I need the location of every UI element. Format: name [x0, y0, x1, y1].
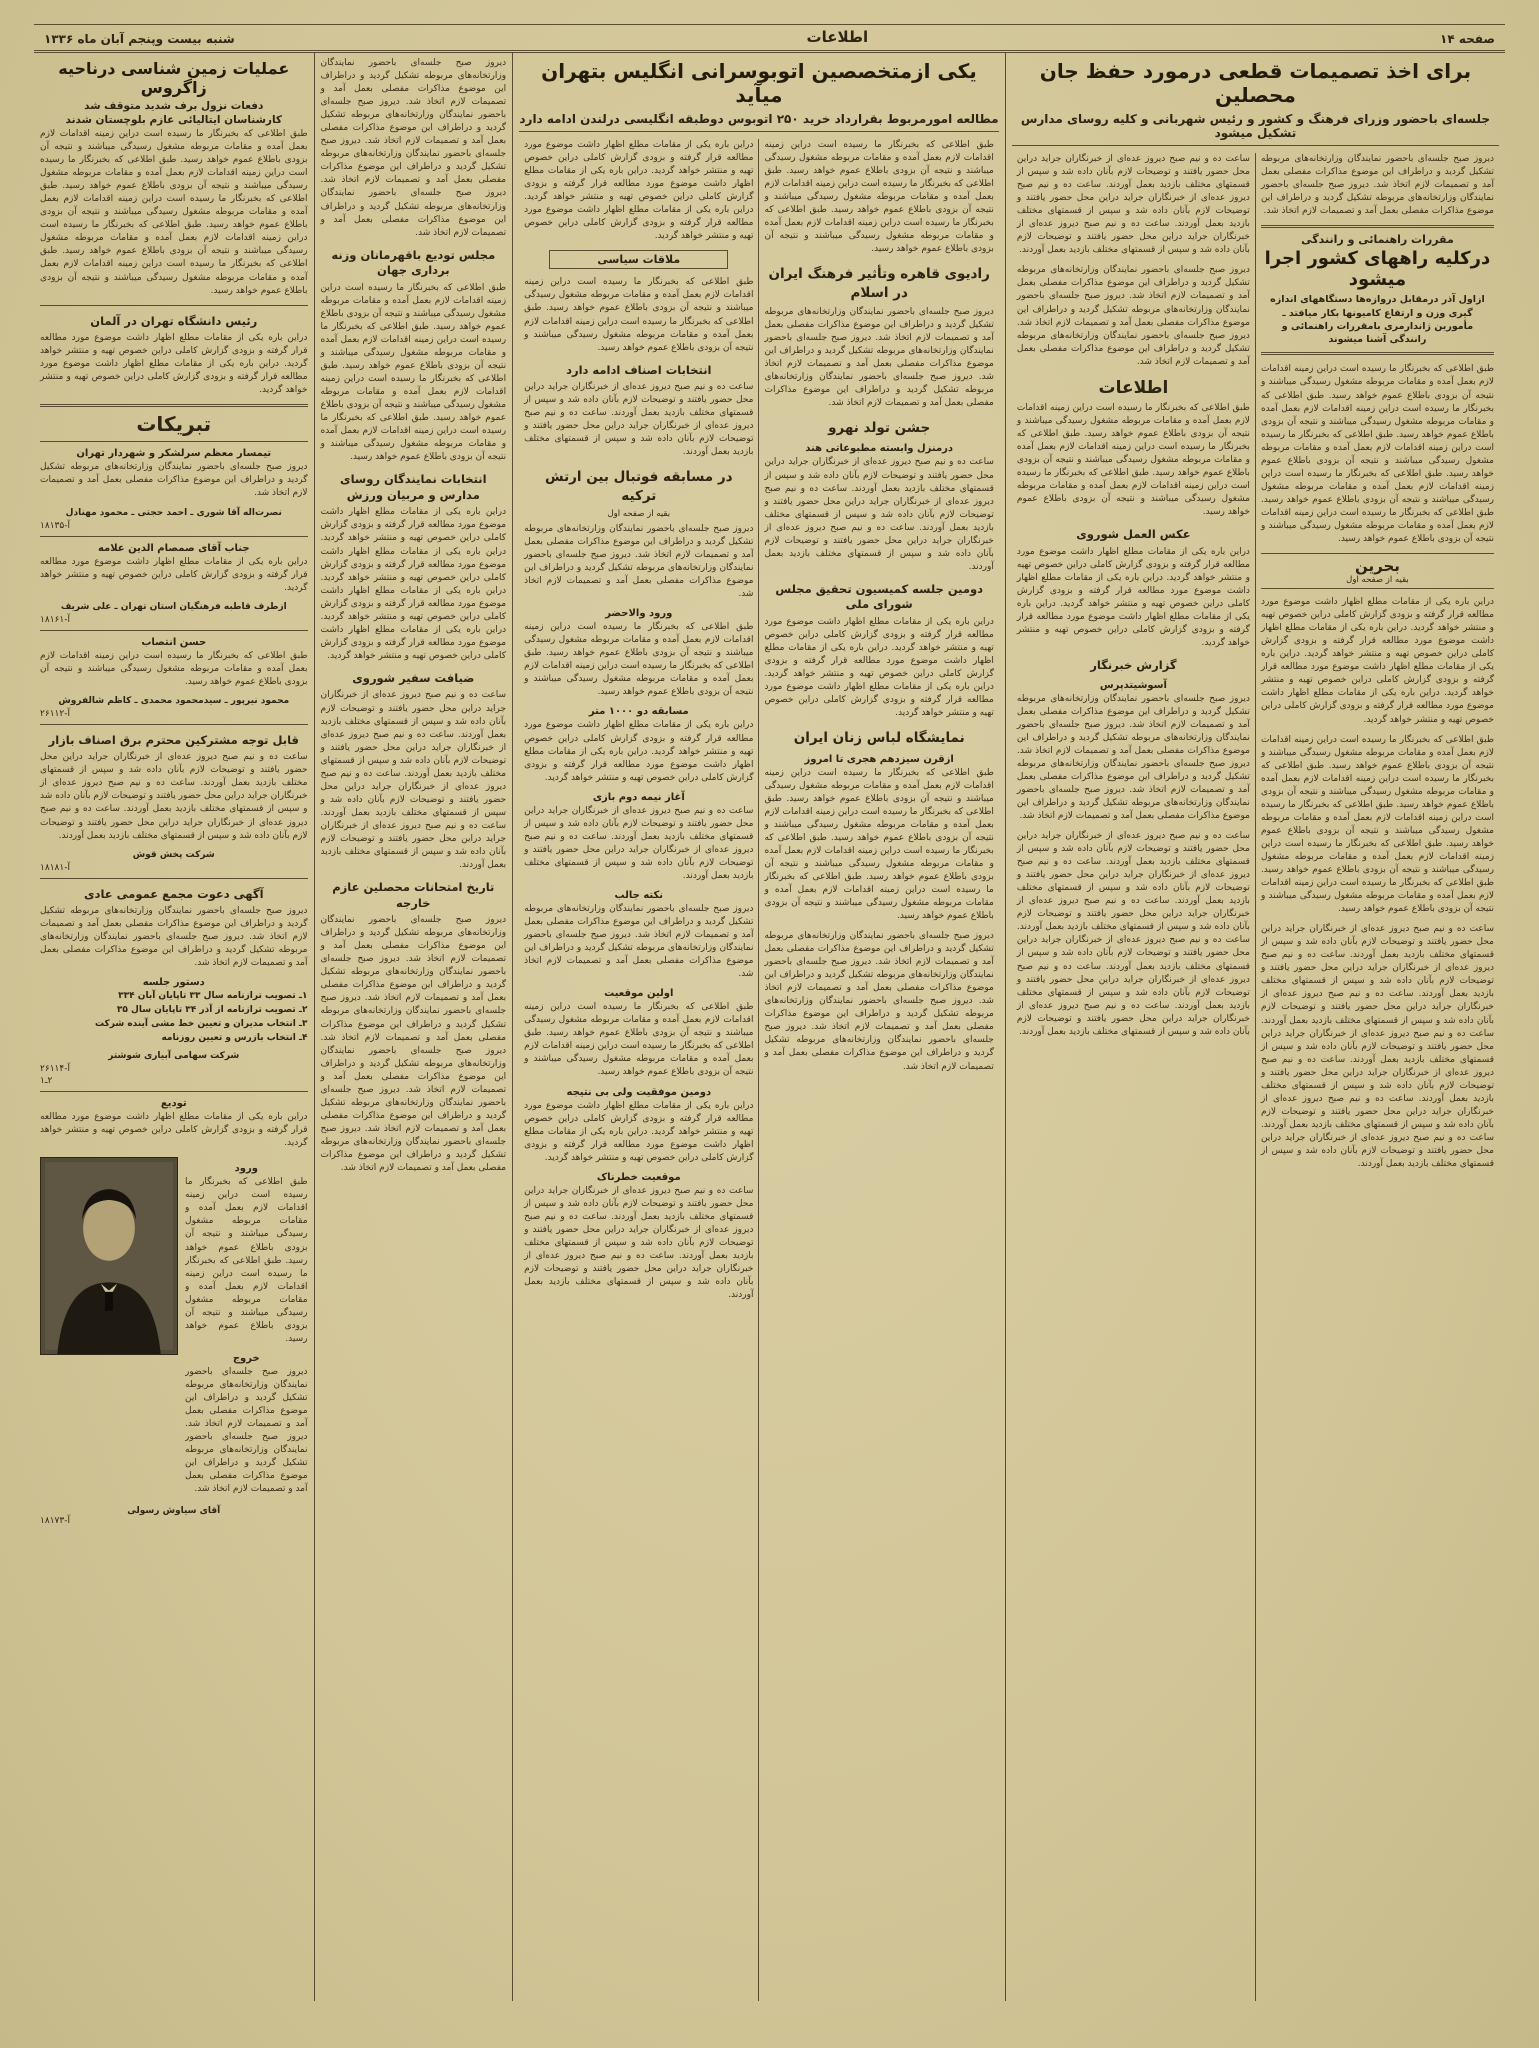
nehru-birthday-head: جشن تولد نهرو: [828, 420, 931, 437]
ettelaat-subhead: اطلاعات: [1098, 377, 1169, 398]
bahrain-section-head: [1261, 553, 1494, 589]
political-meeting-head: ملاقات سیاسی: [549, 250, 728, 269]
section-bus-expert: [512, 53, 1005, 2001]
box-headline: درکلیه راههای کشور اجرا میشود: [1264, 248, 1491, 291]
article-body: دراین باره یکی از مقامات مطلع اظهار داشت موضوع مورد مطالعه قرار گرفته و بزودی گزارش کاملی دراین خصوص تهیه و منتشر خواهد گردید. دراین باره یکی از مقامات مطلع اظهار داشت موضوع مورد مطالعه قرار گرفته و بزودی گزارش کاملی دراین خصوص تهیه و منتشر خواهد گردید. دراین باره یکی از مقامات مطلع اظهار داشت موضوع مورد مطالعه قرار گرفته و بزودی گزارش کاملی دراین خصوص تهیه و منتشر خواهد گردید. دراین باره یکی از مقامات مطلع اظهار داشت موضوع مورد مطالعه قرار گرفته و بزودی گزارش کاملی دراین خصوص تهیه و منتشر خواهد گردید.: [320, 507, 507, 661]
divider: [40, 404, 307, 407]
soviet-banquet-head: ضیافت سفیر شوروی: [352, 670, 475, 685]
ad-number-secondary: ۲ـ۱: [40, 1076, 53, 1087]
photo-and-notices: [40, 1157, 307, 1503]
article-body: دراین باره یکی از مقامات مطلع اظهار داشت موضوع مورد مطالعه قرار گرفته و بزودی گزارش کاملی دراین خصوص تهیه و منتشر خواهد گردید. دراین باره یکی از مقامات مطلع اظهار داشت موضوع مورد مطالعه قرار گرفته و بزودی گزارش کاملی دراین خصوص تهیه و منتشر خواهد گردید.: [524, 720, 754, 783]
classified-body: دراین باره یکی از مقامات مطلع اظهار داشت موضوع مورد مطالعه قرار گرفته و بزودی گزارش کاملی دراین خصوص تهیه و منتشر خواهد گردید.: [40, 1112, 308, 1149]
power-notice-signature: شرکت پخش قوش: [132, 849, 215, 860]
article-body: دراین باره یکی از مقامات مطلع اظهار داشت موضوع مورد مطالعه قرار گرفته و بزودی گزارش کاملی دراین خصوص تهیه و منتشر خواهد گردید. دراین باره یکی از مقامات مطلع اظهار داشت موضوع مورد مطالعه قرار گرفته و بزودی گزارش کاملی دراین خصوص تهیه و منتشر خواهد گردید. دراین باره یکی از مقامات مطلع اظهار داشت موضوع مورد مطالعه قرار گرفته و بزودی گزارش کاملی دراین خصوص تهیه و منتشر خواهد گردید.: [1016, 546, 1250, 649]
article-body: طبق اطلاعی که بخبرنگار ما رسیده است دراین زمینه اقدامات لازم بعمل آمده و مقامات مربوطه مشغول رسیدگی میباشند و نتیجه آن بزودی باطلاع عموم خواهد رسید. طبق اطلاعی که بخبرنگار ما رسیده است دراین زمینه اقدامات لازم بعمل آمده و مقامات مربوطه مشغول رسیدگی میباشند و نتیجه آن بزودی باطلاع عموم خواهد رسید. طبق اطلاعی که بخبرنگار ما رسیده است دراین زمینه اقدامات لازم بعمل آمده و مقامات مربوطه مشغول رسیدگی میباشند و نتیجه آن بزودی باطلاع عموم خواهد رسید. طبق اطلاعی که بخبرنگار ما رسیده است دراین زمینه اقدامات لازم بعمل آمده و مقامات مربوطه مشغول رسیدگی میباشند و نتیجه آن بزودی باطلاع عموم خواهد رسید.: [320, 282, 507, 463]
weightlifting-farewell-head: مجلس تودیع باقهرمانان وزنه برداری جهان: [331, 247, 496, 278]
section-student-safety: [1005, 53, 1505, 2001]
classified-3-signature: محمود نیرپور ـ سیدمحمود محمدی ـ کاظم شالفروش: [58, 695, 290, 706]
article-body: دراین باره یکی از مقامات مطلع اظهار داشت موضوع مورد مطالعه قرار گرفته و بزودی گزارش کاملی دراین خصوص تهیه و منتشر خواهد گردید. دراین باره یکی از مقامات مطلع اظهار داشت موضوع مورد مطالعه قرار گرفته و بزودی گزارش کاملی دراین خصوص تهیه و منتشر خواهد گردید. دراین باره یکی از مقامات مطلع اظهار داشت موضوع مورد مطالعه قرار گرفته و بزودی گزارش کاملی دراین خصوص تهیه و منتشر خواهد گردید.: [764, 616, 994, 719]
page-body: [34, 53, 1505, 2001]
subdeck-bus-expert: مطالعه امورمربوط بقرارداد خرید ۲۵۰ اتوبوس دوطبقه انگلیسی درلندن ادامه دارد: [519, 112, 999, 132]
article-body: طبق اطلاعی که بخبرنگار ما رسیده است دراین زمینه اقدامات لازم بعمل آمده و مقامات مربوطه مشغول رسیدگی میباشند و نتیجه آن بزودی باطلاع عموم خواهد رسید. طبق اطلاعی که بخبرنگار ما رسیده است دراین زمینه اقدامات لازم بعمل آمده و مقامات مربوطه مشغول رسیدگی میباشند و نتیجه آن بزودی باطلاع عموم خواهد رسید. طبق اطلاعی که بخبرنگار ما رسیده است دراین زمینه اقدامات لازم بعمل آمده و مقامات مربوطه مشغول رسیدگی میباشند و نتیجه آن بزودی باطلاع عموم خواهد رسید.: [764, 140, 994, 255]
rector-germany-head: رئیس دانشگاه تهران در آلمان: [90, 313, 258, 328]
ad-number: آ-۲۶۱۱۲: [40, 708, 70, 719]
article-body: طبق اطلاعی که بخبرنگار ما رسیده است دراین زمینه اقدامات لازم بعمل آمده و مقامات مربوطه مشغول رسیدگی میباشند و نتیجه آن بزودی باطلاع عموم خواهد رسید. طبق اطلاعی که بخبرنگار ما رسیده است دراین زمینه اقدامات لازم بعمل آمده و مقامات مربوطه مشغول رسیدگی میباشند و نتیجه آن بزودی باطلاع عموم خواهد رسید.: [524, 622, 754, 698]
classified-body: دراین باره یکی از مقامات مطلع اظهار داشت موضوع مورد مطالعه قرار گرفته و بزودی گزارش کاملی دراین خصوص تهیه و منتشر خواهد گردید.: [40, 556, 308, 593]
article-body: دیروز صبح جلسه‌ای باحضور نمایندگان وزارتخانه‌های مربوطه تشکیل گردید و دراطراف این موضوع مذاکرات مفصلی بعمل آمد و تصمیمات لازم اتخاذ شد. دیروز صبح جلسه‌ای باحضور نمایندگان وزارتخانه‌های مربوطه تشکیل گردید و دراطراف این موضوع مذاکرات مفصلی بعمل آمد و تصمیمات لازم اتخاذ شد. دیروز صبح جلسه‌ای باحضور نمایندگان وزارتخانه‌های مربوطه تشکیل گردید و دراطراف این موضوع مذاکرات مفصلی بعمل آمد و تصمیمات لازم اتخاذ شد. دیروز صبح جلسه‌ای باحضور نمایندگان وزارتخانه‌های مربوطه تشکیل گردید و دراطراف این موضوع مذاکرات مفصلی بعمل آمد و تصمیمات لازم اتخاذ شد.: [764, 931, 994, 1072]
divider: [40, 724, 307, 725]
article-body: ساعت ده و نیم صبح دیروز عده‌ای از خبرنگاران جراید دراین محل حضور یافتند و توضیحات لازم بآنان داده شد و سپس از قسمتهای مختلف بازدید بعمل آوردند. ساعت ده و نیم صبح دیروز عده‌ای از خبرنگاران جراید دراین محل حضور یافتند و توضیحات لازم بآنان داده شد و سپس از قسمتهای مختلف بازدید بعمل آوردند.: [524, 805, 754, 881]
classified-body: دیروز صبح جلسه‌ای باحضور نمایندگان وزارتخانه‌های مربوطه تشکیل گردید و دراطراف این موضوع مذاکرات مفصلی بعمل آمد و تصمیمات لازم اتخاذ شد. دیروز صبح جلسه‌ای باحضور نمایندگان وزارتخانه‌های مربوطه تشکیل گردید و دراطراف این موضوع مذاکرات مفصلی بعمل آمد و تصمیمات لازم اتخاذ شد.: [185, 1366, 308, 1495]
fashion-exhibit-subhead: ازقرن سیزدهم هجری تا امروز: [804, 753, 954, 765]
page-header: [34, 24, 1505, 53]
school-elections-head: انتخابات نمایندگان روسای مدارس و مربیان ورزش: [340, 472, 487, 502]
farewell-head: تودیع: [160, 1098, 187, 1110]
article-body: دیروز صبح جلسه‌ای باحضور نمایندگان وزارتخانه‌های مربوطه تشکیل گردید و دراطراف این موضوع مذاکرات مفصلی بعمل آمد و تصمیمات لازم اتخاذ شد. دیروز صبح جلسه‌ای باحضور نمایندگان وزارتخانه‌های مربوطه تشکیل گردید و دراطراف این موضوع مذاکرات مفصلی بعمل آمد و تصمیمات لازم اتخاذ شد. دیروز صبح جلسه‌ای باحضور نمایندگان وزارتخانه‌های مربوطه تشکیل گردید و دراطراف این موضوع مذاکرات مفصلی بعمل آمد و تصمیمات لازم اتخاذ شد. دیروز صبح جلسه‌ای باحضور نمایندگان وزارتخانه‌های مربوطه تشکیل گردید و دراطراف این موضوع مذاکرات مفصلی بعمل آمد و تصمیمات لازم اتخاذ شد. دیروز صبح جلسه‌ای باحضور نمایندگان وزارتخانه‌های مربوطه تشکیل گردید و دراطراف این موضوع مذاکرات مفصلی بعمل آمد و تصمیمات لازم اتخاذ شد. دیروز صبح جلسه‌ای باحضور نمایندگان وزارتخانه‌های مربوطه تشکیل گردید و دراطراف این موضوع مذاکرات مفصلی بعمل آمد و تصمیمات لازم اتخاذ شد.: [320, 915, 507, 1174]
article-body: دراین باره یکی از مقامات مطلع اظهار داشت موضوع مورد مطالعه قرار گرفته و بزودی گزارش کاملی دراین خصوص تهیه و منتشر خواهد گردید. دراین باره یکی از مقامات مطلع اظهار داشت موضوع مورد مطالعه قرار گرفته و بزودی گزارش کاملی دراین خصوص تهیه و منتشر خواهد گردید. دراین باره یکی از مقامات مطلع اظهار داشت موضوع مورد مطالعه قرار گرفته و بزودی گزارش کاملی دراین خصوص تهیه و منتشر خواهد گردید. دراین باره یکی از مقامات مطلع اظهار داشت موضوع مورد مطالعه قرار گرفته و بزودی گزارش کاملی دراین خصوص تهیه و منتشر خواهد گردید.: [1260, 597, 1494, 725]
assembly-notice-head: آگهی دعوت مجمع عمومی عادی: [84, 886, 264, 901]
article-body: طبق اطلاعی که بخبرنگار ما رسیده است دراین زمینه اقدامات لازم بعمل آمده و مقامات مربوطه مشغول رسیدگی میباشند و نتیجه آن بزودی باطلاع عموم خواهد رسید. طبق اطلاعی که بخبرنگار ما رسیده است دراین زمینه اقدامات لازم بعمل آمده و مقامات مربوطه مشغول رسیدگی میباشند و نتیجه آن بزودی باطلاع عموم خواهد رسید. طبق اطلاعی که بخبرنگار ما رسیده است دراین زمینه اقدامات لازم بعمل آمده و مقامات مربوطه مشغول رسیدگی میباشند و نتیجه آن بزودی باطلاع عموم خواهد رسید.: [1016, 402, 1250, 518]
geology-subdeck-2: کارشناسان ایتالیائی عازم بلوچستان شدند: [65, 114, 283, 126]
guild-elections-head: انتخابات اصناف ادامه دارد: [566, 362, 712, 377]
right-inner-columns: [1012, 153, 1499, 2001]
masthead-title: اطلاعات: [806, 28, 869, 46]
divider: [40, 878, 307, 879]
ad-number: آ-۱۸۱۷۳: [40, 1516, 70, 1527]
article-body: ساعت ده و نیم صبح دیروز عده‌ای از خبرنگاران جراید دراین محل حضور یافتند و توضیحات لازم بآنان داده شد و سپس از قسمتهای مختلف بازدید بعمل آوردند. ساعت ده و نیم صبح دیروز عده‌ای از خبرنگاران جراید دراین محل حضور یافتند و توضیحات لازم بآنان داده شد و سپس از قسمتهای مختلف بازدید بعمل آوردند.: [524, 382, 754, 458]
agenda-item: ۳ـ انتخاب مدیران و تعیین خط مشی آینده شرکت: [94, 1019, 308, 1030]
agenda-item: ۱ـ تصویب ترازنامه سال ۳۳ تاپایان آبان ۳۳۴: [118, 991, 308, 1002]
power-notice-head: قابل توجه مشترکین محترم برق اصناف بازار: [48, 732, 299, 747]
article-body: ساعت ده و نیم صبح دیروز عده‌ای از خبرنگاران جراید دراین محل حضور یافتند و توضیحات لازم بآنان داده شد و سپس از قسمتهای مختلف بازدید بعمل آوردند. ساعت ده و نیم صبح دیروز عده‌ای از خبرنگاران جراید دراین محل حضور یافتند و توضیحات لازم بآنان داده شد و سپس از قسمتهای مختلف بازدید بعمل آوردند. ساعت ده و نیم صبح دیروز عده‌ای از خبرنگاران جراید دراین محل حضور یافتند و توضیحات لازم بآنان داده شد و سپس از قسمتهای مختلف بازدید بعمل آوردند.: [1016, 154, 1250, 256]
bahrain-title: بحرین: [1355, 557, 1400, 576]
article-body: دراین باره یکی از مقامات مطلع اظهار داشت موضوع مورد مطالعه قرار گرفته و بزودی گزارش کاملی دراین خصوص تهیه و منتشر خواهد گردید. دراین باره یکی از مقامات مطلع اظهار داشت موضوع مورد مطالعه قرار گرفته و بزودی گزارش کاملی دراین خصوص تهیه و منتشر خواهد گردید.: [40, 333, 308, 396]
divider: [40, 441, 307, 442]
classified-1-head: تیمسار معظم سرلشکر و شهردار تهران: [76, 448, 272, 460]
classified-3-head: حسن انتصاب: [141, 636, 207, 648]
portrait-photo-graphic: [41, 1158, 177, 1354]
box-kicker: مقررات راهنمائی و رانندگی: [1301, 233, 1454, 247]
headline-bus-expert: یکی ازمتخصصین اتوبوسرانی انگلیس بتهران میآید: [541, 59, 977, 107]
geology-subdeck-1: دفعات نزول برف شدید متوقف شد: [84, 100, 264, 112]
article-body: دیروز صبح جلسه‌ای باحضور نمایندگان وزارتخانه‌های مربوطه تشکیل گردید و دراطراف این موضوع مذاکرات مفصلی بعمل آمد و تصمیمات لازم اتخاذ شد. دیروز صبح جلسه‌ای باحضور نمایندگان وزارتخانه‌های مربوطه تشکیل گردید و دراطراف این موضوع مذاکرات مفصلی بعمل آمد و تصمیمات لازم اتخاذ شد. دیروز صبح جلسه‌ای باحضور نمایندگان وزارتخانه‌های مربوطه تشکیل گردید و دراطراف این موضوع مذاکرات مفصلی بعمل آمد و تصمیمات لازم اتخاذ شد. دیروز صبح جلسه‌ای باحضور نمایندگان وزارتخانه‌های مربوطه تشکیل گردید و دراطراف این موضوع مذاکرات مفصلی بعمل آمد و تصمیمات لازم اتخاذ شد.: [1016, 693, 1250, 821]
geology-headline: عملیات زمین شناسی درناحیه زاگروس: [58, 59, 290, 97]
congratulations-head: تبریکات: [136, 412, 212, 437]
issue-date: شنبه بیست وپنجم آبان ماه ۱۳۳۶: [44, 32, 235, 46]
football-match-head: در مسابقه فوتبال بین ارتش ترکیه: [544, 469, 733, 504]
classified-body: طبق اطلاعی که بخبرنگار ما رسیده است دراین زمینه اقدامات لازم بعمل آمده و مقامات مربوطه مشغول رسیدگی میباشند و نتیجه آن بزودی باطلاع عموم خواهد رسید.: [40, 650, 308, 687]
center-inner-columns: [519, 139, 999, 2001]
continued-from-page-one: بقیه از صفحه اول: [1346, 575, 1409, 586]
divider: [40, 630, 307, 631]
football-subhead-firstchance: اولین موقعیت: [604, 988, 674, 1000]
divider: [40, 536, 307, 537]
column-left: [34, 53, 313, 2001]
article-body: طبق اطلاعی که بخبرنگار ما رسیده است دراین زمینه اقدامات لازم بعمل آمده و مقامات مربوطه مشغول رسیدگی میباشند و نتیجه آن بزودی باطلاع عموم خواهد رسید. طبق اطلاعی که بخبرنگار ما رسیده است دراین زمینه اقدامات لازم بعمل آمده و مقامات مربوطه مشغول رسیدگی میباشند و نتیجه آن بزودی باطلاع عموم خواهد رسید. طبق اطلاعی که بخبرنگار ما رسیده است دراین زمینه اقدامات لازم بعمل آمده و مقامات مربوطه مشغول رسیدگی میباشند و نتیجه آن بزودی باطلاع عموم خواهد رسید. طبق اطلاعی که بخبرنگار ما رسیده است دراین زمینه اقدامات لازم بعمل آمده و مقامات مربوطه مشغول رسیدگی میباشند و نتیجه آن بزودی باطلاع عموم خواهد رسید.: [764, 767, 994, 922]
article-body: طبق اطلاعی که بخبرنگار ما رسیده است دراین زمینه اقدامات لازم بعمل آمده و مقامات مربوطه مشغول رسیدگی میباشند و نتیجه آن بزودی باطلاع عموم خواهد رسید. طبق اطلاعی که بخبرنگار ما رسیده است دراین زمینه اقدامات لازم بعمل آمده و مقامات مربوطه مشغول رسیدگی میباشند و نتیجه آن بزودی باطلاع عموم خواهد رسید. طبق اطلاعی که بخبرنگار ما رسیده است دراین زمینه اقدامات لازم بعمل آمده و مقامات مربوطه مشغول رسیدگی میباشند و نتیجه آن بزودی باطلاع عموم خواهد رسید. طبق اطلاعی که بخبرنگار ما رسیده است دراین زمینه اقدامات لازم بعمل آمده و مقامات مربوطه مشغول رسیدگی میباشند و نتیجه آن بزودی باطلاع عموم خواهد رسید. طبق اطلاعی که بخبرنگار ما رسیده است دراین زمینه اقدامات لازم بعمل آمده و مقامات مربوطه مشغول رسیدگی میباشند و نتیجه آن بزودی باطلاع عموم خواهد رسید.: [1260, 734, 1494, 915]
page-number: صفحه ۱۴: [1440, 32, 1495, 46]
arrival-departure-column: [185, 1157, 307, 1503]
article-body: دیروز صبح جلسه‌ای باحضور نمایندگان وزارتخانه‌های مربوطه تشکیل گردید و دراطراف این موضوع مذاکرات مفصلی بعمل آمد و تصمیمات لازم اتخاذ شد. دیروز صبح جلسه‌ای باحضور نمایندگان وزارتخانه‌های مربوطه تشکیل گردید و دراطراف این موضوع مذاکرات مفصلی بعمل آمد و تصمیمات لازم اتخاذ شد.: [1260, 154, 1494, 217]
photo-caption: آقای سیاوش رسولی: [127, 1506, 221, 1517]
column-right-2: [1012, 153, 1255, 2001]
traffic-regulations-box: [1261, 225, 1494, 355]
article-body: طبق اطلاعی که بخبرنگار ما رسیده است دراین زمینه اقدامات لازم بعمل آمده و مقامات مربوطه مشغول رسیدگی میباشند و نتیجه آن بزودی باطلاع عموم خواهد رسید. طبق اطلاعی که بخبرنگار ما رسیده است دراین زمینه اقدامات لازم بعمل آمده و مقامات مربوطه مشغول رسیدگی میباشند و نتیجه آن بزودی باطلاع عموم خواهد رسید.: [524, 277, 754, 353]
article-body: ساعت ده و نیم صبح دیروز عده‌ای از خبرنگاران جراید دراین محل حضور یافتند و توضیحات لازم بآنان داده شد و سپس از قسمتهای مختلف بازدید بعمل آوردند. ساعت ده و نیم صبح دیروز عده‌ای از خبرنگاران جراید دراین محل حضور یافتند و توضیحات لازم بآنان داده شد و سپس از قسمتهای مختلف بازدید بعمل آوردند. ساعت ده و نیم صبح دیروز عده‌ای از خبرنگاران جراید دراین محل حضور یافتند و توضیحات لازم بآنان داده شد و سپس از قسمتهای مختلف بازدید بعمل آوردند. ساعت ده و نیم صبح دیروز عده‌ای از خبرنگاران جراید دراین محل حضور یافتند و توضیحات لازم بآنان داده شد و سپس از قسمتهای مختلف بازدید بعمل آوردند. ساعت ده و نیم صبح دیروز عده‌ای از خبرنگاران جراید دراین محل حضور یافتند و توضیحات لازم بآنان داده شد و سپس از قسمتهای مختلف بازدید بعمل آوردند. ساعت ده و نیم صبح دیروز عده‌ای از خبرنگاران جراید دراین محل حضور یافتند و توضیحات لازم بآنان داده شد و سپس از قسمتهای مختلف بازدید بعمل آوردند. ساعت ده و نیم صبح دیروز عده‌ای از خبرنگاران جراید دراین محل حضور یافتند و توضیحات لازم بآنان داده شد و سپس از قسمتهای مختلف بازدید بعمل آوردند.: [1260, 924, 1494, 1170]
continued-from-page-one: بقیه از صفحه اول: [607, 508, 671, 519]
column-center-2: [519, 139, 758, 2001]
article-body: دراین باره یکی از مقامات مطلع اظهار داشت موضوع مورد مطالعه قرار گرفته و بزودی گزارش کاملی دراین خصوص تهیه و منتشر خواهد گردید. دراین باره یکی از مقامات مطلع اظهار داشت موضوع مورد مطالعه قرار گرفته و بزودی گزارش کاملی دراین خصوص تهیه و منتشر خواهد گردید. دراین باره یکی از مقامات مطلع اظهار داشت موضوع مورد مطالعه قرار گرفته و بزودی گزارش کاملی دراین خصوص تهیه و منتشر خواهد گردید.: [524, 140, 754, 242]
ad-number: آ-۲۶۱۱۴: [40, 1064, 70, 1075]
fashion-exhibit-head: نمایشگاه لباس زنان ایران: [793, 730, 965, 747]
football-subhead-race: مسابقه دو ۱۰۰۰ متر: [588, 706, 689, 718]
agenda-item: ۴ـ انتخاب بازرس و تعیین روزنامه: [161, 1033, 308, 1044]
article-body: ساعت ده و نیم صبح دیروز عده‌ای از خبرنگاران جراید دراین محل حضور یافتند و توضیحات لازم بآنان داده شد و سپس از قسمتهای مختلف بازدید بعمل آوردند. ساعت ده و نیم صبح دیروز عده‌ای از خبرنگاران جراید دراین محل حضور یافتند و توضیحات لازم بآنان داده شد و سپس از قسمتهای مختلف بازدید بعمل آوردند. ساعت ده و نیم صبح دیروز عده‌ای از خبرنگاران جراید دراین محل حضور یافتند و توضیحات لازم بآنان داده شد و سپس از قسمتهای مختلف بازدید بعمل آوردند. ساعت ده و نیم صبح دیروز عده‌ای از خبرنگاران جراید دراین محل حضور یافتند و توضیحات لازم بآنان داده شد و سپس از قسمتهای مختلف بازدید بعمل آوردند.: [320, 690, 507, 871]
company-signature: شرکت سهامی آبیاری شوشتر: [108, 1051, 240, 1062]
cairo-radio-head: رادیوی قاهره وتأثیر فرهنگ ایران در اسلام: [768, 266, 990, 301]
article-body: دیروز صبح جلسه‌ای باحضور نمایندگان وزارتخانه‌های مربوطه تشکیل گردید و دراطراف این موضوع مذاکرات مفصلی بعمل آمد و تصمیمات لازم اتخاذ شد. دیروز صبح جلسه‌ای باحضور نمایندگان وزارتخانه‌های مربوطه تشکیل گردید و دراطراف این موضوع مذاکرات مفصلی بعمل آمد و تصمیمات لازم اتخاذ شد.: [524, 903, 754, 980]
column-center-1: [758, 139, 998, 2001]
classified-1-signature: نصرت‌اله آقا شوری ـ احمد حجتی ـ محمود مهنادل: [65, 507, 282, 518]
headline-student-safety: برای اخذ تصمیمات قطعی درمورد حفظ جان محصلین: [1039, 59, 1472, 107]
classified-2-signature: ازطرف قاطبه فرهنگیان استان تهران ـ علی شریف: [60, 601, 287, 612]
subdeck-student-safety: جلسه‌ای باحضور وزرای فرهنگ و کشور و رئیس شهربانی و کلیه روسای مدارس تشکیل میشود: [1012, 112, 1499, 146]
agenda-item: ۲ـ تصویب ترازنامه از آذر ۳۴ تاپایان سال ۳۵: [116, 1005, 308, 1016]
article-body: طبق اطلاعی که بخبرنگار ما رسیده است دراین زمینه اقدامات لازم بعمل آمده و مقامات مربوطه مشغول رسیدگی میباشند و نتیجه آن بزودی باطلاع عموم خواهد رسید. طبق اطلاعی که بخبرنگار ما رسیده است دراین زمینه اقدامات لازم بعمل آمده و مقامات مربوطه مشغول رسیدگی میباشند و نتیجه آن بزودی باطلاع عموم خواهد رسید.: [524, 1002, 754, 1078]
football-subhead-danger: موقعیت خطرناک: [596, 1171, 681, 1183]
abroad-exams-head: تاریخ امتحانات محصلین عازم خارجه: [332, 880, 495, 910]
reporter-subhead: آسوشیتدپرس: [1099, 679, 1167, 691]
nehru-birthday-subhead: درمنزل وابسته مطبوعاتی هند: [805, 443, 954, 455]
article-body: دیروز صبح جلسه‌ای باحضور نمایندگان وزارتخانه‌های مربوطه تشکیل گردید و دراطراف این موضوع مذاکرات مفصلی بعمل آمد و تصمیمات لازم اتخاذ شد. دیروز صبح جلسه‌ای باحضور نمایندگان وزارتخانه‌های مربوطه تشکیل گردید و دراطراف این موضوع مذاکرات مفصلی بعمل آمد و تصمیمات لازم اتخاذ شد. دیروز صبح جلسه‌ای باحضور نمایندگان وزارتخانه‌های مربوطه تشکیل گردید و دراطراف این موضوع مذاکرات مفصلی بعمل آمد و تصمیمات لازم اتخاذ شد.: [1016, 265, 1250, 367]
article-body: طبق اطلاعی که بخبرنگار ما رسیده است دراین زمینه اقدامات لازم بعمل آمده و مقامات مربوطه مشغول رسیدگی میباشند و نتیجه آن بزودی باطلاع عموم خواهد رسید. طبق اطلاعی که بخبرنگار ما رسیده است دراین زمینه اقدامات لازم بعمل آمده و مقامات مربوطه مشغول رسیدگی میباشند و نتیجه آن بزودی باطلاع عموم خواهد رسید. طبق اطلاعی که بخبرنگار ما رسیده است دراین زمینه اقدامات لازم بعمل آمده و مقامات مربوطه مشغول رسیدگی میباشند و نتیجه آن بزودی باطلاع عموم خواهد رسید. طبق اطلاعی که بخبرنگار ما رسیده است دراین زمینه اقدامات لازم بعمل آمده و مقامات مربوطه مشغول رسیدگی میباشند و نتیجه آن بزودی باطلاع عموم خواهد رسید. طبق اطلاعی که بخبرنگار ما رسیده است دراین زمینه اقدامات لازم بعمل آمده و مقامات مربوطه مشغول رسیدگی میباشند و نتیجه آن بزودی باطلاع عموم خواهد رسید.: [40, 129, 308, 296]
ad-number: آ-۱۸۱۸۱: [40, 862, 70, 873]
classified-body: طبق اطلاعی که بخبرنگار ما رسیده است دراین زمینه اقدامات لازم بعمل آمده و مقامات مربوطه مشغول رسیدگی میباشند و نتیجه آن بزودی باطلاع عموم خواهد رسید. طبق اطلاعی که بخبرنگار ما رسیده است دراین زمینه اقدامات لازم بعمل آمده و مقامات مربوطه مشغول رسیدگی میباشند و نتیجه آن بزودی باطلاع عموم خواهد رسید.: [185, 1177, 308, 1344]
article-body: دیروز صبح جلسه‌ای باحضور نمایندگان وزارتخانه‌های مربوطه تشکیل گردید و دراطراف این موضوع مذاکرات مفصلی بعمل آمد و تصمیمات لازم اتخاذ شد. دیروز صبح جلسه‌ای باحضور نمایندگان وزارتخانه‌های مربوطه تشکیل گردید و دراطراف این موضوع مذاکرات مفصلی بعمل آمد و تصمیمات لازم اتخاذ شد.: [524, 523, 754, 600]
football-subhead-note: نکته جالب: [614, 889, 664, 901]
agenda-head: دستور جلسه: [142, 977, 205, 989]
ad-number: آ-۱۸۱۳۵: [40, 520, 70, 531]
article-body: دیروز صبح جلسه‌ای باحضور نمایندگان وزارتخانه‌های مربوطه تشکیل گردید و دراطراف این موضوع مذاکرات مفصلی بعمل آمد و تصمیمات لازم اتخاذ شد. دیروز صبح جلسه‌ای باحضور نمایندگان وزارتخانه‌های مربوطه تشکیل گردید و دراطراف این موضوع مذاکرات مفصلی بعمل آمد و تصمیمات لازم اتخاذ شد. دیروز صبح جلسه‌ای باحضور نمایندگان وزارتخانه‌های مربوطه تشکیل گردید و دراطراف این موضوع مذاکرات مفصلی بعمل آمد و تصمیمات لازم اتخاذ شد. دیروز صبح جلسه‌ای باحضور نمایندگان وزارتخانه‌های مربوطه تشکیل گردید و دراطراف این موضوع مذاکرات مفصلی بعمل آمد و تصمیمات لازم اتخاذ شد.: [320, 58, 507, 238]
football-subhead-arrival: ورود والاحضر: [605, 608, 673, 620]
box-subdeck: ازاول آذر درمقابل دروازه‌ها دستگاههای اندازه گیری وزن و ارتفاع کامیونها بکار میافتد ـ مأمورین ژاندارمری بامقررات راهنمائی و رانندگی آشنا میشوند: [1270, 294, 1485, 346]
article-body: ساعت ده و نیم صبح دیروز عده‌ای از خبرنگاران جراید دراین محل حضور یافتند و توضیحات لازم بآنان داده شد و سپس از قسمتهای مختلف بازدید بعمل آوردند. ساعت ده و نیم صبح دیروز عده‌ای از خبرنگاران جراید دراین محل حضور یافتند و توضیحات لازم بآنان داده شد و سپس از قسمتهای مختلف بازدید بعمل آوردند. ساعت ده و نیم صبح دیروز عده‌ای از خبرنگاران جراید دراین محل حضور یافتند و توضیحات لازم بآنان داده شد و سپس از قسمتهای مختلف بازدید بعمل آوردند.: [764, 457, 994, 572]
divider: [40, 305, 307, 306]
soviet-reaction-head: عکس العمل شوروی: [1076, 527, 1191, 542]
reporter-head: گزارش خبرنگار: [1090, 658, 1177, 673]
classified-body: دیروز صبح جلسه‌ای باحضور نمایندگان وزارتخانه‌های مربوطه تشکیل گردید و دراطراف این موضوع مذاکرات مفصلی بعمل آمد و تصمیمات لازم اتخاذ شد.: [40, 462, 308, 499]
departure-head: خروج: [232, 1352, 260, 1364]
classified-2-head: جناب آقای صمصام الدین علامه: [97, 542, 250, 554]
column-five: [314, 53, 513, 2001]
portrait-photo: [40, 1157, 178, 1355]
divider: [40, 1091, 307, 1092]
arrival-head: ورود: [234, 1163, 258, 1175]
article-body: دراین باره یکی از مقامات مطلع اظهار داشت موضوع مورد مطالعه قرار گرفته و بزودی گزارش کاملی دراین خصوص تهیه و منتشر خواهد گردید. دراین باره یکی از مقامات مطلع اظهار داشت موضوع مورد مطالعه قرار گرفته و بزودی گزارش کاملی دراین خصوص تهیه و منتشر خواهد گردید.: [524, 1100, 754, 1163]
article-body: ساعت ده و نیم صبح دیروز عده‌ای از خبرنگاران جراید دراین محل حضور یافتند و توضیحات لازم بآنان داده شد و سپس از قسمتهای مختلف بازدید بعمل آوردند. ساعت ده و نیم صبح دیروز عده‌ای از خبرنگاران جراید دراین محل حضور یافتند و توضیحات لازم بآنان داده شد و سپس از قسمتهای مختلف بازدید بعمل آوردند. ساعت ده و نیم صبح دیروز عده‌ای از خبرنگاران جراید دراین محل حضور یافتند و توضیحات لازم بآنان داده شد و سپس از قسمتهای مختلف بازدید بعمل آوردند. ساعت ده و نیم صبح دیروز عده‌ای از خبرنگاران جراید دراین محل حضور یافتند و توضیحات لازم بآنان داده شد و سپس از قسمتهای مختلف بازدید بعمل آوردند. ساعت ده و نیم صبح دیروز عده‌ای از خبرنگاران جراید دراین محل حضور یافتند و توضیحات لازم بآنان داده شد و سپس از قسمتهای مختلف بازدید بعمل آوردند. ساعت ده و نیم صبح دیروز عده‌ای از خبرنگاران جراید دراین محل حضور یافتند و توضیحات لازم بآنان داده شد و سپس از قسمتهای مختلف بازدید بعمل آوردند.: [1016, 831, 1250, 1037]
agenda-list: [40, 990, 307, 1046]
football-subhead-secondhalf: آغاز نیمه دوم بازی: [592, 791, 685, 803]
classified-body: دیروز صبح جلسه‌ای باحضور نمایندگان وزارتخانه‌های مربوطه تشکیل گردید و دراطراف این موضوع مذاکرات مفصلی بعمل آمد و تصمیمات لازم اتخاذ شد. دیروز صبح جلسه‌ای باحضور نمایندگان وزارتخانه‌های مربوطه تشکیل گردید و دراطراف این موضوع مذاکرات مفصلی بعمل آمد و تصمیمات لازم اتخاذ شد.: [40, 906, 308, 969]
column-right-1: [1255, 153, 1499, 2001]
ad-number: آ-۱۸۱۶۱: [40, 614, 70, 625]
commission-head: دومین جلسه کمیسیون تحقیق مجلس شورای ملی: [775, 581, 984, 612]
football-subhead-secondchance: دومین موفقیت ولی بی نتیجه: [566, 1086, 712, 1098]
article-body: طبق اطلاعی که بخبرنگار ما رسیده است دراین زمینه اقدامات لازم بعمل آمده و مقامات مربوطه مشغول رسیدگی میباشند و نتیجه آن بزودی باطلاع عموم خواهد رسید. طبق اطلاعی که بخبرنگار ما رسیده است دراین زمینه اقدامات لازم بعمل آمده و مقامات مربوطه مشغول رسیدگی میباشند و نتیجه آن بزودی باطلاع عموم خواهد رسید. طبق اطلاعی که بخبرنگار ما رسیده است دراین زمینه اقدامات لازم بعمل آمده و مقامات مربوطه مشغول رسیدگی میباشند و نتیجه آن بزودی باطلاع عموم خواهد رسید. طبق اطلاعی که بخبرنگار ما رسیده است دراین زمینه اقدامات لازم بعمل آمده و مقامات مربوطه مشغول رسیدگی میباشند و نتیجه آن بزودی باطلاع عموم خواهد رسید. طبق اطلاعی که بخبرنگار ما رسیده است دراین زمینه اقدامات لازم بعمل آمده و مقامات مربوطه مشغول رسیدگی میباشند و نتیجه آن بزودی باطلاع عموم خواهد رسید.: [1260, 364, 1494, 545]
article-body: ساعت ده و نیم صبح دیروز عده‌ای از خبرنگاران جراید دراین محل حضور یافتند و توضیحات لازم بآنان داده شد و سپس از قسمتهای مختلف بازدید بعمل آوردند. ساعت ده و نیم صبح دیروز عده‌ای از خبرنگاران جراید دراین محل حضور یافتند و توضیحات لازم بآنان داده شد و سپس از قسمتهای مختلف بازدید بعمل آوردند. ساعت ده و نیم صبح دیروز عده‌ای از خبرنگاران جراید دراین محل حضور یافتند و توضیحات لازم بآنان داده شد و سپس از قسمتهای مختلف بازدید بعمل آوردند.: [524, 1185, 754, 1301]
article-body: دیروز صبح جلسه‌ای باحضور نمایندگان وزارتخانه‌های مربوطه تشکیل گردید و دراطراف این موضوع مذاکرات مفصلی بعمل آمد و تصمیمات لازم اتخاذ شد. دیروز صبح جلسه‌ای باحضور نمایندگان وزارتخانه‌های مربوطه تشکیل گردید و دراطراف این موضوع مذاکرات مفصلی بعمل آمد و تصمیمات لازم اتخاذ شد. دیروز صبح جلسه‌ای باحضور نمایندگان وزارتخانه‌های مربوطه تشکیل گردید و دراطراف این موضوع مذاکرات مفصلی بعمل آمد و تصمیمات لازم اتخاذ شد.: [764, 306, 994, 409]
classified-body: ساعت ده و نیم صبح دیروز عده‌ای از خبرنگاران جراید دراین محل حضور یافتند و توضیحات لازم بآنان داده شد و سپس از قسمتهای مختلف بازدید بعمل آوردند. ساعت ده و نیم صبح دیروز عده‌ای از خبرنگاران جراید دراین محل حضور یافتند و توضیحات لازم بآنان داده شد و سپس از قسمتهای مختلف بازدید بعمل آوردند. ساعت ده و نیم صبح دیروز عده‌ای از خبرنگاران جراید دراین محل حضور یافتند و توضیحات لازم بآنان داده شد و سپس از قسمتهای مختلف بازدید بعمل آوردند.: [40, 752, 308, 841]
